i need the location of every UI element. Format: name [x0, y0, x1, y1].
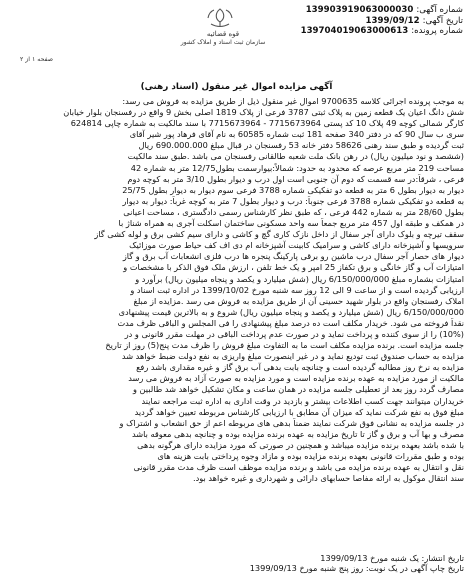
case-number: 139704019063000613	[300, 26, 409, 37]
body-line: سری ب سال 90 که در دفتر 340 صفحه 181 ثبت شماره 60585 به نام آقای فرهاد پور شیر آقای	[129, 129, 464, 140]
body-line: دیوار به دیوار بطول 6 متر به قطعه دو تفکیکی شماره 3788 فرعی سوم دیوار به دیوار بطول 25/75	[122, 184, 464, 195]
body-line: سند انتقال موکول به ارائه مفاصا حسابهای دارائی و شهرداری و غیره خواهد بود.	[193, 473, 464, 484]
publish-date: تاریخ انتشار: یک شنبه مورخ 1399/09/13	[320, 553, 464, 563]
body-line: سقف تیرچه و بلوک دارای آجر سفال از داخل نازک کاری گچ و کاشی و دارای سیم کشی برق و لوله کشی گاز	[94, 229, 464, 240]
body-line: کارگر شمالی کوچه 49 پلاک 10 کد پستی 7715673964 - 7715673964 با سند مالکیت به شماره چاپی 624814	[70, 118, 464, 129]
ad-number-row	[263, 5, 463, 16]
body-line: مزایده به نرخ روز مطالبه گردیده است و چنانچه بابت بدهی آب برق گاز و غیره مقداری باشد رفع	[136, 362, 464, 373]
body-line: به قطعه دو تفکیکی شماره 3788 فرعی جنوباً: درب و دیوار بطول 7 متر به کوچه غرباً: دیوار به دیوار	[122, 195, 464, 206]
body-line: دیوار های حصار آجر سفال درب ماشین رو برقی پارکینگ پنجره ها درب فلزی انشعابات آب برق و گاز	[122, 251, 464, 262]
judiciary-emblem-icon	[205, 6, 235, 30]
body-line: (10%) را از سوی کننده و پرداخت نماید و در صورت عدم پرداخت الباقی در مهلت مقرر قانونی و در	[124, 328, 464, 339]
print-date: تاریخ چاپ آگهی در یک نوبت: روز پنج شنبه مورخ 1399/09/13	[249, 563, 464, 573]
page-number: صفحه ۱ از ۲	[20, 56, 53, 63]
ad-number-label: شماره آگهی:	[416, 5, 463, 15]
body-line: نقداً فروخته می شود. خریدار مکلف است ده درصد مبلغ پیشنهادی را فی المجلس و الباقی ظرف مدت	[117, 317, 464, 328]
body-line: بطول 28/60 متر به شماره 442 فرعی ، که طبق نظر کارشناس رسمی دادگستری ، مساحت اعیانی	[123, 206, 464, 217]
body-line: به موجب پرونده اجرائی کلاسه 9700635 اموال غیر منقول ذیل از طریق مزایده به فروش می رسد:	[122, 96, 464, 106]
body-line: املاک رفسنجان واقع در بلوار شهید حسینی آن از طریق مزایده به فروش می رسد .مزایده از مبلغ	[133, 295, 464, 306]
notice-body	[16, 96, 464, 484]
body-line: در جلسه مزایده به نشانی فوق شرکت نمایند ضمناً بدهی های مربوطه اعم از حق انشعاب و اشتراک و	[119, 417, 464, 428]
body-line: خریداران میتوانند جهت کسب اطلاعات بیشتر و بازدید در وقت اداری به اداره ثبت مراجعه نمایند	[141, 395, 464, 406]
case-number-label: شماره پرونده:	[411, 26, 463, 37]
body-line: نقل و انتقال به عهده برنده مزایده می باشد و برنده مزایده موظف است ظرف مدت مقرر قانونی	[133, 462, 464, 473]
body-line: مصرف و بها آب و برق و گاز تا تاریخ مزایده به عهده برنده مزایده بوده و چنانچه بدهی معوقه باشد	[131, 428, 464, 439]
body-line: با شده باشد بعهده برنده مزایده میباشد و همچنین در صورتی که مورد مزایده دارای هرگونه بدهی	[137, 439, 464, 450]
organization-name	[168, 31, 278, 46]
notice-title: آگهی مزایده اموال غیر منقول (اسناد رهنی)	[140, 82, 333, 92]
ad-date: 1399/09/12	[365, 15, 420, 26]
body-line: سرویسها و آشپزخانه دارای کاشی و سرامیک کابینت آشپزخانه ام دی اف کف حیاط صورت موزائیک	[129, 240, 464, 251]
body-line: امتیازات بشماره مبلغ 6/150/000/000 ریال (شش میلیارد و یکصد و پنجاه میلیون ریال) برآورد و	[135, 273, 464, 284]
body-line: جلسه مزایده است. برنده مزایده مکلف است ما به التفاوت مبلغ فروش را ظرف مدت پنج(5) روز از تاریخ	[105, 340, 464, 351]
body-line: ارزیابی گردیده است و از ساعت 9 الی 12 روز سه شنبه مورخ 1399/10/02 در اداره ثبت اسناد و	[130, 284, 464, 295]
body-line: مبلغ فوق به نفع شرکت نماید که میزان آن مطابق با ارزیابی کارشناس مربوطه تعیین خواهد گردید	[134, 406, 464, 417]
body-line: مالکیت از مورد مزایده به عهده برنده مزایده است و مورد مزایده به صورت آزاد به فروش می رسد	[128, 373, 464, 384]
ad-date-label: تاریخ آگهی:	[422, 15, 463, 26]
case-number-row	[263, 26, 463, 37]
body-line: مصارف گردد روز بعد از تعطیلی جلسه مزایده در همان ساعت و مکان تشکیل خواهد شد طالبین و	[132, 384, 464, 395]
body-line: بوده و طبق مقررات قانونی بعهده برنده مزایده بوده و مازاد وجوه پرداختی بابت هزینه های	[157, 451, 464, 461]
notice-meta	[263, 5, 463, 37]
body-line: شش دانگ اعیان یک قطعه زمین به پلاک ثبتی 3787 فرعی از پلاک 1819 اصلی بخش 9 واقع در رفسنجان بلوار خیابان	[63, 107, 464, 118]
ad-number: 139903919063000030	[305, 5, 414, 15]
ad-date-row	[263, 16, 463, 27]
body-line: 6/150/000/000 ریال (شش میلیارد و یکصد و پنجاه میلیون ریال) شروع و به بالاترین قیمت پیشنهادی	[118, 306, 464, 317]
body-line: امتیازات آب و گاز خانگی و برق تکفاز 25 امپر و یک خط تلفن ، ارزش ملک فوق الذکر با مشخصات و	[123, 262, 464, 273]
body-line: مساحت 219 متر مربع عرصه که محدود به حدود: شمالاً:بیوارسمت بطول12/75 متر به شماره 42	[130, 162, 464, 173]
body-line: فرعی ، شرقاً:در سه قسمت که دوم آن جنوبی است اول درب و دیوار بطول 3/10 متر به کوچه دوم	[127, 173, 464, 184]
body-line: ثبت گردیده و طبق سند رهنی 58626 دفتر خانه 53 رفسنجان در قبال مبلغ 690.000.000 ریال	[138, 140, 464, 151]
org-line-1: قوه قضائیه	[206, 30, 240, 38]
org-line-2: سازمان ثبت اسناد و املاک کشور	[180, 38, 266, 46]
body-line: (ششصد و نود میلیون ریال) در رهن بانک ملت شعبه طالقانی رفسنجان می باشد .طبق سند مالکیت	[127, 151, 464, 162]
body-line: در همکف و طبقه اول 457 متر مربع جمعاً سه واحد مسکونی ساختمان اسکلت آجری به همراه شناژ با	[118, 218, 464, 229]
body-line: مزایده به حساب صندوق ثبت تودیع نماید و در غیر اینصورت مبلغ واریزی به نفع دولت ضبط خواهد شد	[121, 351, 464, 362]
